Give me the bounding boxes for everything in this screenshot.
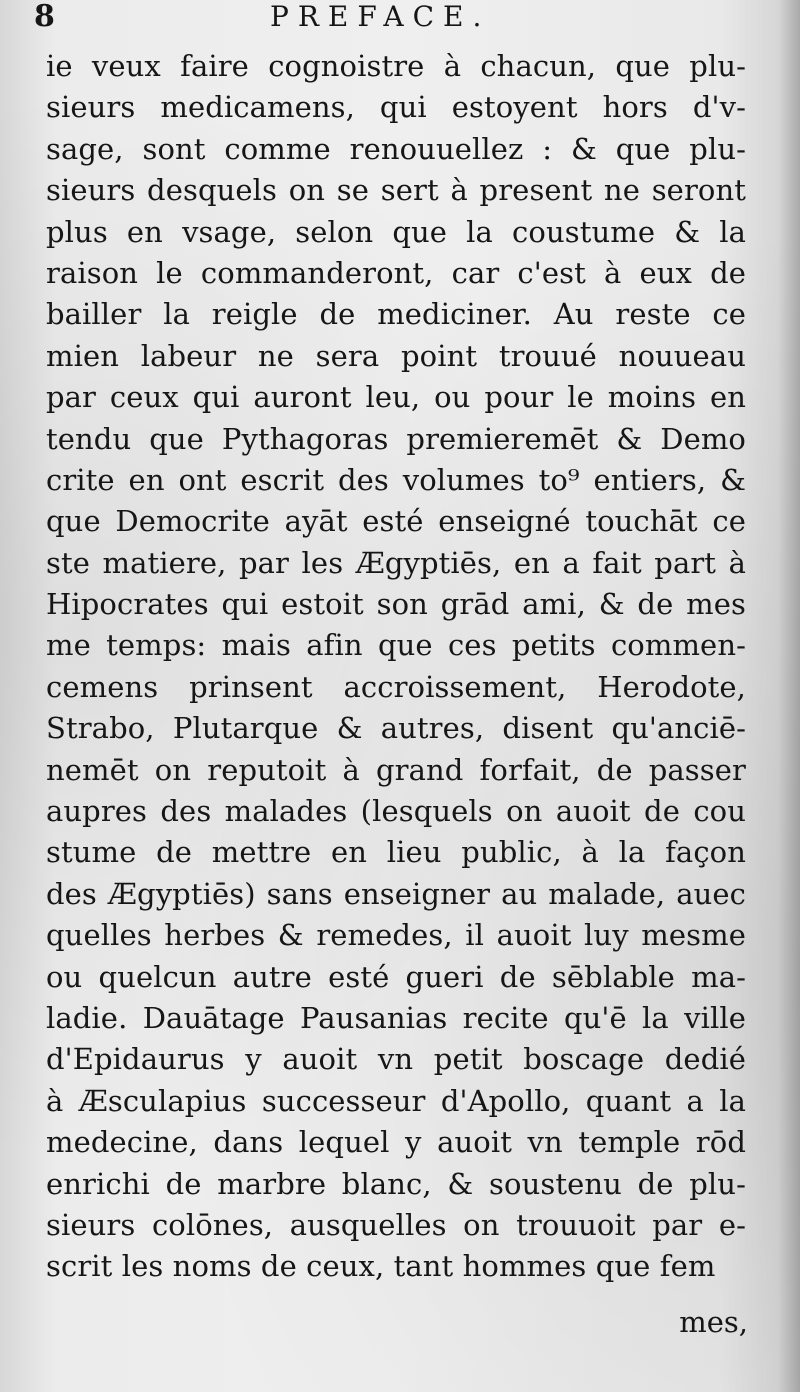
text-line: enrichi de marbre blanc, & soustenu de plu-	[46, 1166, 746, 1201]
text-line: Strabo, Plutarque & autres, disent qu'anciē-	[46, 711, 746, 746]
running-head: PREFACE.	[270, 0, 491, 33]
text-line: bailler la reigle de mediciner. Au reste ce	[46, 297, 746, 332]
text-line: à Æsculapius successeur d'Apollo, quant a la	[46, 1083, 746, 1118]
text-line: sieurs colōnes, ausquelles on trouuoit par e-	[46, 1207, 746, 1242]
page-number: 8	[34, 0, 55, 34]
text-line: quelles herbes & remedes, il auoit luy mesme	[46, 918, 746, 953]
text-line: par ceux qui auront leu, ou pour le moins en	[46, 380, 746, 415]
text-line: ladie. Dauātage Pausanias recite qu'ē la ville	[46, 1000, 746, 1035]
text-line: tendu que Pythagoras premieremēt & Demo	[46, 421, 746, 456]
text-line: stume de mettre en lieu public, à la façon	[46, 835, 746, 870]
text-line: ste matiere, par les Ægyptiēs, en a fait part à	[46, 545, 746, 580]
page-header	[0, 0, 800, 34]
text-line: crite en ont escrit des volumes to⁹ entiers, &	[46, 462, 746, 497]
text-line: mien labeur ne sera point trouué nouueau	[46, 338, 746, 373]
text-line: que Democrite ayāt esté enseigné touchāt ce	[46, 504, 746, 539]
text-line: raison le commanderont, car c'est à eux de	[46, 255, 746, 290]
text-line: medecine, dans lequel y auoit vn temple rōd	[46, 1125, 746, 1160]
text-line: Hipocrates qui estoit son grād ami, & de mes	[46, 587, 746, 622]
text-line: ou quelcun autre esté gueri de sēblable ma-	[46, 959, 746, 994]
catchword: mes,	[679, 1305, 748, 1339]
text-line: ie veux faire cognoistre à chacun, que plu-	[46, 49, 746, 83]
text-line: d'Epidaurus y auoit vn petit boscage dedié	[46, 1042, 746, 1077]
text-line: des Ægyptiēs) sans enseigner au malade, auec	[46, 876, 746, 911]
text-line: sieurs desquels on se sert à present ne seront	[46, 173, 746, 208]
text-line: cemens prinsent accroissement, Herodote,	[46, 669, 746, 704]
body-text	[46, 46, 746, 1288]
show-through-bleed	[2, 700, 42, 860]
text-line: me temps: mais afin que ces petits commen-	[46, 628, 746, 663]
text-line: nemēt on reputoit à grand forfait, de passer	[46, 752, 746, 787]
text-line: sage, sont comme renouuellez : & que plu-	[46, 131, 746, 166]
text-line: aupres des malades (lesquels on auoit de cou	[46, 794, 746, 829]
page-edge-shadow	[778, 0, 800, 1392]
text-line: scrit les noms de ceux, tant hommes que fem	[46, 1249, 716, 1284]
text-line: plus en vsage, selon que la coustume & la	[46, 214, 746, 249]
text-line: sieurs medicamens, qui estoyent hors d'v-	[46, 90, 746, 125]
